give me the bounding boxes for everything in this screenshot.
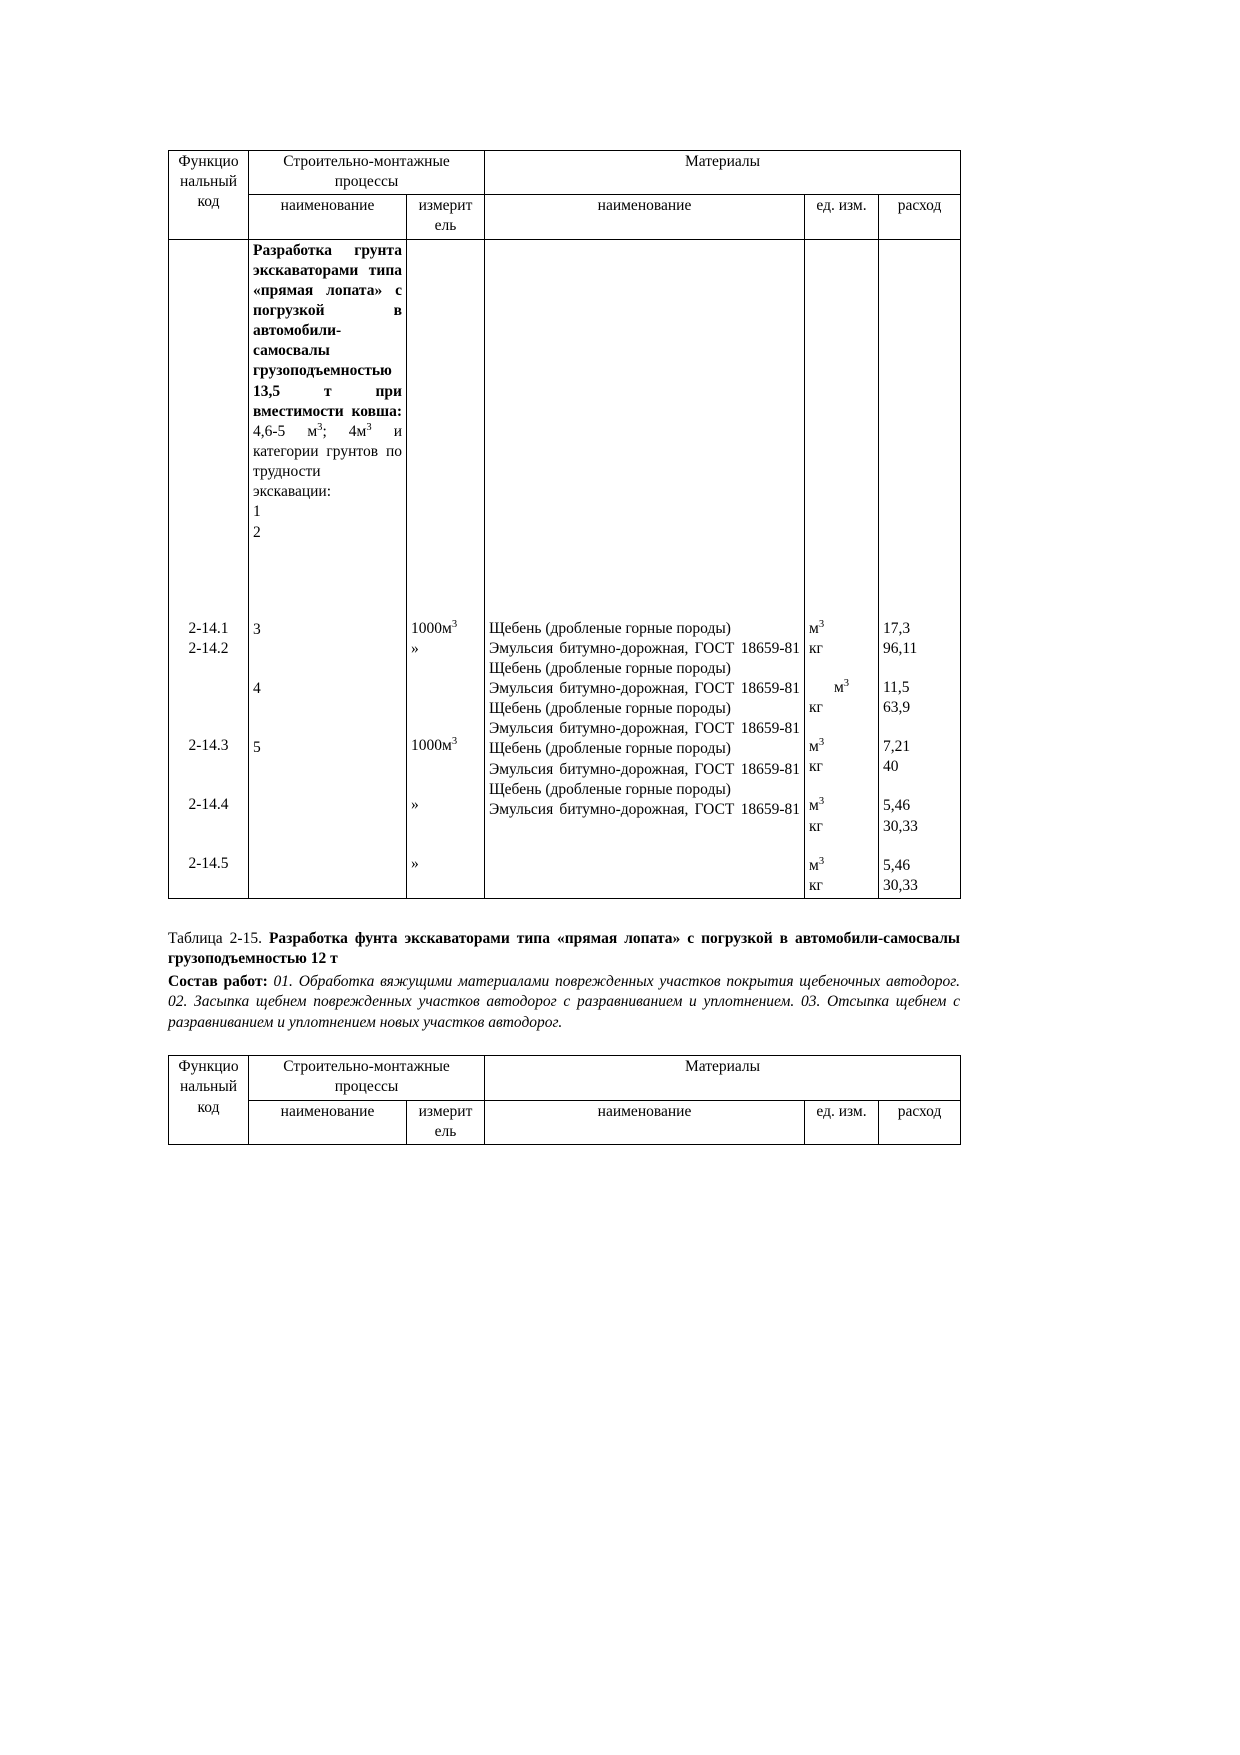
header-material-unit: ед. изм. <box>805 195 879 239</box>
rate-r1-m1: 17,3 <box>883 619 911 637</box>
process-title-tail: 4,6-5 $м^3$; $4м^3$ и категории грунтов по трудности экскавации: <box>253 421 402 501</box>
work-composition-text: 01. Обработка вяжущими материалами поврежденных участков покрытия щебеночных автодорог. 02. Засыпка щебнем поврежденных участков автодорог с разравниванием и уплотнением. 03. Отсыпка щебнем с разравниванием и уплотнением новых участков автодорог. <box>168 972 961 1031</box>
header-process-unit-line-2: ель <box>434 217 457 235</box>
table-body <box>169 239 961 898</box>
material-unit-column <box>805 239 879 898</box>
table-header-row-top <box>169 151 961 195</box>
material-name-r3-m1: Щебень (дробленые горные породы) <box>489 700 731 718</box>
caption-label: Таблица 2-15. <box>168 929 262 947</box>
code-gap-2 <box>173 756 244 795</box>
table2-header-process-unit-line-2: ель <box>434 1122 457 1140</box>
header-material-name: наименование <box>485 195 805 239</box>
code-column <box>169 239 249 898</box>
header-process-name: наименование <box>249 195 407 239</box>
process-name-column <box>249 239 407 898</box>
table-caption-block <box>168 929 960 1033</box>
table2-header-functional-code-line-2: нальный <box>179 1078 238 1096</box>
header-functional-code-line-1: Функцио <box>178 153 239 170</box>
header-process-unit <box>407 195 485 239</box>
norms-table-2-15 <box>168 1055 961 1145</box>
process-gap-1 <box>253 543 402 620</box>
rate-r2-m3: 63,9 <box>883 698 911 716</box>
measure-2: » <box>411 639 419 657</box>
material-name-r4-m1: Щебень (дробленые горные породы) <box>489 740 731 758</box>
measure-column <box>407 239 485 898</box>
rate-spacer <box>883 241 956 619</box>
norms-table-2-14 <box>168 150 961 899</box>
caption-title: Разработка фунта экскаваторами типа «прямая лопата» с погрузкой в автомобили-самосвалы грузоподъемностью 12 т <box>168 929 961 968</box>
rate-r2-m1: 96,11 <box>883 639 918 657</box>
rate-gap-a <box>883 659 956 678</box>
material-rate-column <box>879 239 961 898</box>
table2-header-functional-code-line-3: код <box>197 1098 220 1116</box>
header-processes-line-2: процессы <box>334 173 399 191</box>
header-processes <box>249 151 485 195</box>
process-number-1: 1 <box>253 503 261 521</box>
work-composition-label: Состав работ: <box>168 972 268 990</box>
material-unit-r4-m1: $м^3$ <box>809 796 825 815</box>
process-gap-3 <box>253 699 402 738</box>
header-materials: Материалы <box>485 151 961 195</box>
document-page <box>168 150 960 1145</box>
process-number-3: 3 <box>253 620 261 638</box>
material-name-column <box>485 239 805 898</box>
work-composition <box>168 972 960 1033</box>
material-unit-gap-a <box>809 659 874 678</box>
code-gap-1 <box>173 659 244 736</box>
measure-gap-2 <box>411 756 480 795</box>
header-material-rate: расход <box>879 195 961 239</box>
material-unit-gap-c <box>809 777 874 796</box>
header-functional-code <box>169 151 249 240</box>
measure-4: » <box>411 795 419 813</box>
header-functional-code-line-3: код <box>197 193 220 211</box>
process-number-5: 5 <box>253 738 261 756</box>
material-unit-r3-m1: $м^3$ <box>809 736 825 756</box>
table2-header-row-top <box>169 1056 961 1100</box>
table2-header-process-name: наименование <box>249 1100 407 1144</box>
header-process-unit-line-1: измерит <box>418 197 473 215</box>
material-name-r2-m2: Щебень (дробленые горные породы) <box>489 659 731 677</box>
material-unit-gap-b <box>809 718 874 737</box>
code-2-14-2: 2-14.2 <box>188 639 229 657</box>
table2-header-functional-code <box>169 1056 249 1145</box>
header-functional-code-line-2: нальный <box>179 173 238 191</box>
rate-r2-m2: 11,5 <box>883 678 910 696</box>
rate-r3-m1: 7,21 <box>883 738 911 756</box>
header-processes-line-1: Строительно-монтажные <box>283 153 450 170</box>
material-unit-r2-m3: кг <box>809 698 823 716</box>
code-column-spacer <box>173 241 244 619</box>
rate-gap-d <box>883 837 956 856</box>
measure-spacer <box>411 241 480 619</box>
table2-header-materials: Материалы <box>485 1056 961 1100</box>
rate-gap-c <box>883 777 956 796</box>
measure-gap-3 <box>411 815 480 854</box>
table2-header-functional-code-line-1: Функцио <box>178 1058 239 1076</box>
rate-r5-m2: 30,33 <box>883 876 918 894</box>
table2-header-material-name: наименование <box>485 1100 805 1144</box>
code-2-14-1: 2-14.1 <box>188 619 229 637</box>
material-unit-r5-m1: $м^3$ <box>809 855 825 874</box>
material-name-r1-m1: Щебень (дробленые горные породы) <box>489 619 731 637</box>
process-number-2: 2 <box>253 523 261 541</box>
process-number-4: 4 <box>253 679 261 697</box>
material-name-r5-m1: Щебень (дробленые горные породы) <box>489 780 731 798</box>
table-header-row-sub <box>169 195 961 239</box>
table2-header-processes <box>249 1056 485 1100</box>
code-2-14-4: 2-14.4 <box>188 795 229 813</box>
material-spacer <box>489 241 800 619</box>
table2-header-material-rate: расход <box>879 1100 961 1144</box>
material-unit-gap-d <box>809 837 874 856</box>
rate-gap-b <box>883 718 956 737</box>
measure-gap-1 <box>411 659 480 736</box>
rate-r4-m1: 5,46 <box>883 797 911 815</box>
table-caption <box>168 929 960 970</box>
material-name-r5-m2: Эмульсия битумно-дорожная, ГОСТ 18659-81 <box>489 800 800 818</box>
material-unit-r2-m2: $м^3$ <box>833 677 850 696</box>
table2-header-process-unit <box>407 1100 485 1144</box>
material-unit-r5-m2: кг <box>809 876 823 894</box>
code-2-14-3: 2-14.3 <box>188 736 229 754</box>
material-unit-spacer <box>809 241 874 619</box>
rate-r5-m1: 5,46 <box>883 856 911 874</box>
measure-3: $1000м^3$ <box>411 735 458 754</box>
material-name-r4-m2: Эмульсия битумно-дорожная, ГОСТ 18659-81 <box>489 760 800 778</box>
process-gap-2 <box>253 640 402 679</box>
material-unit-r1-m1: $м^3$ <box>809 618 825 637</box>
code-2-14-5: 2-14.5 <box>188 855 229 873</box>
material-unit-r3-m2: кг <box>809 758 823 776</box>
table2-header-process-unit-line-1: измерит <box>418 1102 473 1120</box>
material-name-r2-m3: Эмульсия битумно-дорожная, ГОСТ 18659-81 <box>489 679 800 697</box>
process-title-bold: Разработка грунта экскаваторами типа «прямая лопата» с погрузкой в автомобили-самосвалы грузоподъемностью 13,5 т при вместимости ковша: <box>253 241 402 420</box>
table2-header-processes-line-2: процессы <box>334 1078 399 1096</box>
code-gap-3 <box>173 815 244 854</box>
material-name-r2-m1: Эмульсия битумно-дорожная, ГОСТ 18659-81 <box>489 639 800 657</box>
measure-5: » <box>411 855 419 873</box>
measure-1: $1000м^3$ <box>411 618 458 637</box>
rate-r3-m2: 40 <box>883 758 899 776</box>
table2-header-row-sub <box>169 1100 961 1144</box>
rate-r4-m2: 30,33 <box>883 817 918 835</box>
material-unit-r4-m2: кг <box>809 817 823 835</box>
material-name-r3-m2: Эмульсия битумно-дорожная, ГОСТ 18659-81 <box>489 720 800 738</box>
table2-header-processes-line-1: Строительно-монтажные <box>283 1058 450 1076</box>
table2-header-material-unit: ед. изм. <box>805 1100 879 1144</box>
material-unit-r2-m1: кг <box>809 639 823 657</box>
